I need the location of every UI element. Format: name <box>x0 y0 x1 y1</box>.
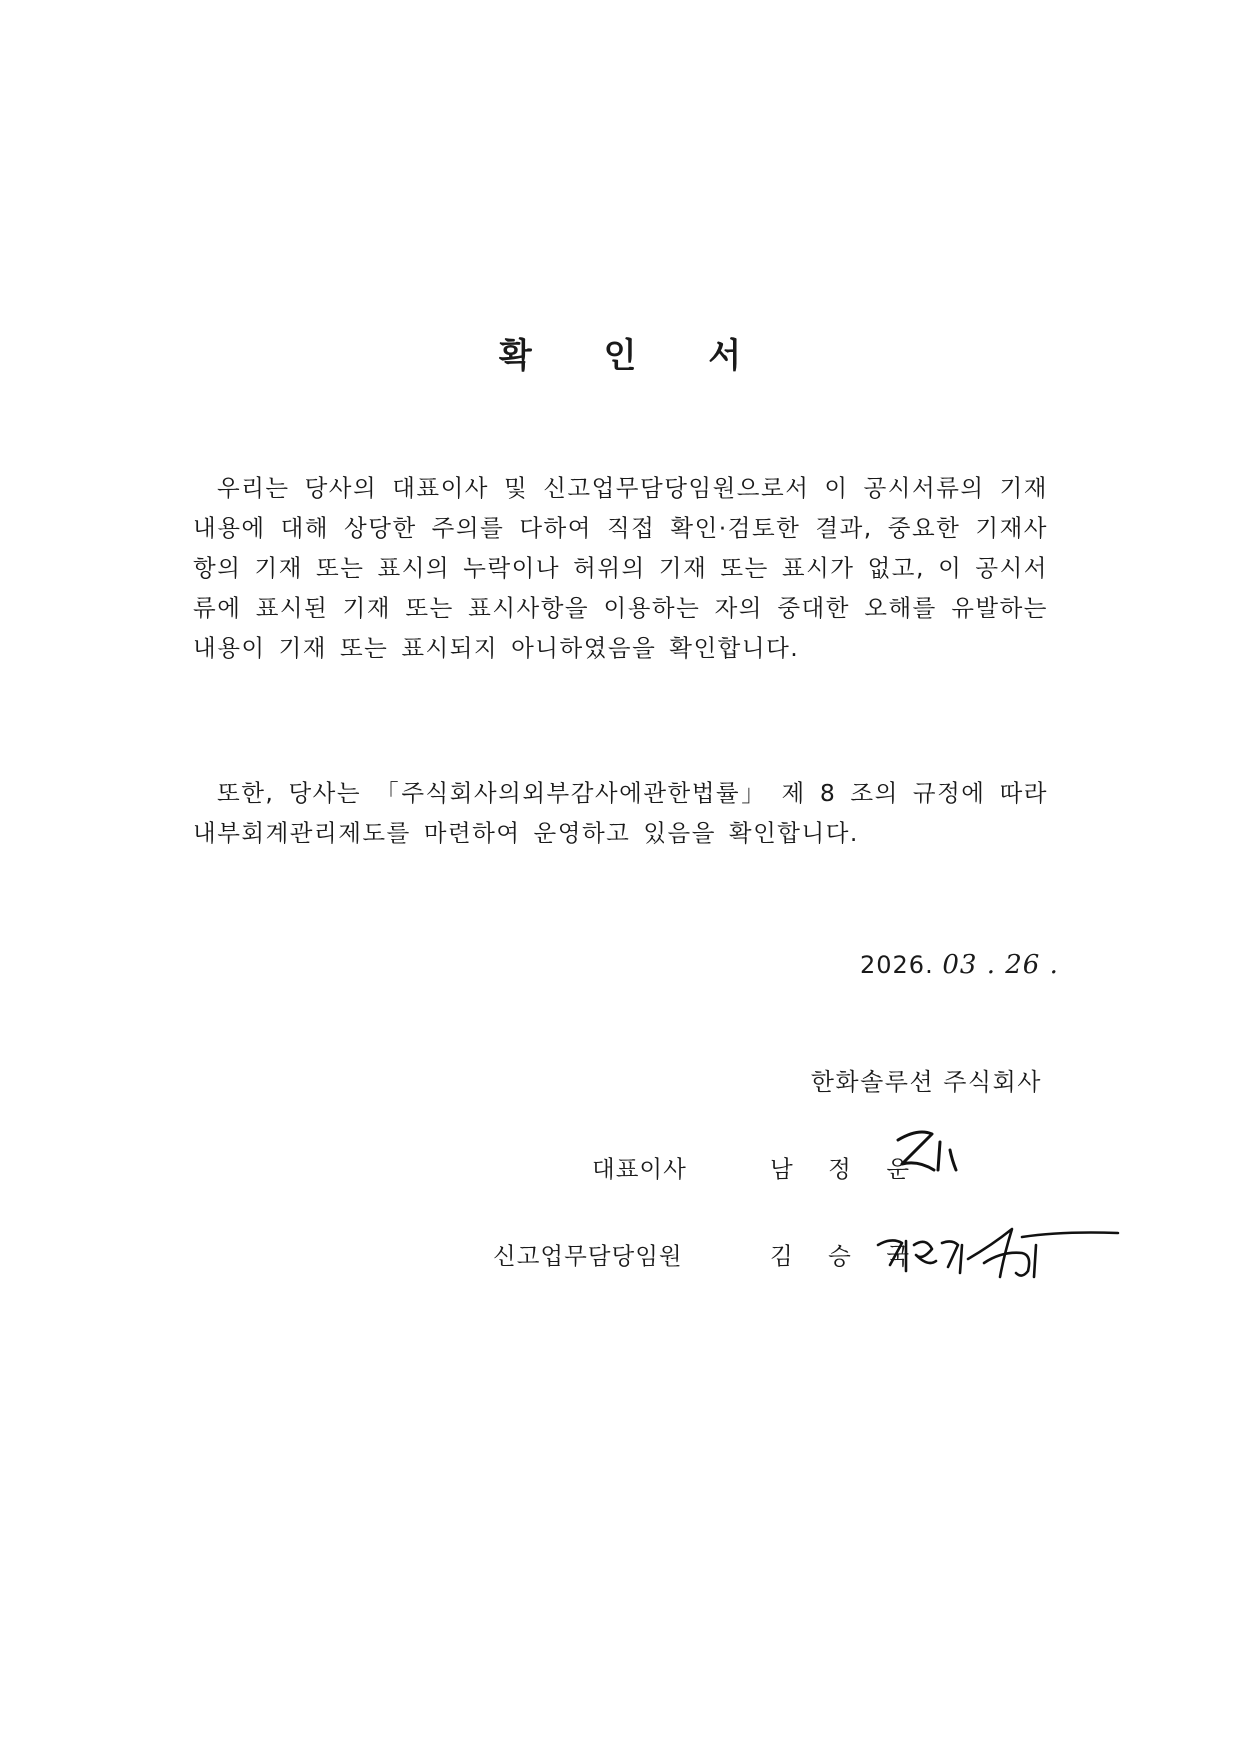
disclosure-officer-signature <box>872 1215 1122 1295</box>
ceo-signature <box>888 1120 968 1190</box>
company-name: 한화솔루션 주식회사 <box>810 1068 1042 1096</box>
date-handwritten: 03 . 26 . <box>942 950 1059 980</box>
document-title: 확 인 서 <box>498 336 772 376</box>
document-date <box>860 950 1059 980</box>
confirmation-paragraph: 우리는 당사의 대표이사 및 신고업무담당임원으로서 이 공시서류의 기재내용에 대해 상당한 주의를 다하여 직접 확인·검토한 결과, 중요한 기재사항의 기재 또는 표시의 누락이나 허위의 기재 또는 표시가 없고, 이 공시서류에 표시된 기재 또는 표시사항을 이용하는 자의 중대한 오해를 유발하는 내용이 기재 또는 표시되지 아니하였음을 확인합니다. <box>193 474 1048 662</box>
disclosure-officer-role-label: 신고업무담당임원 <box>493 1242 683 1270</box>
internal-control-paragraph: 또한, 당사는 「주식회사의외부감사에관한법률」 제 8 조의 규정에 따라 내부회계관리제도를 마련하여 운영하고 있음을 확인합니다. <box>193 779 1048 847</box>
disclosure-officer-name: 김 승 국 <box>770 1242 924 1270</box>
ceo-name: 남 정 운 <box>770 1155 924 1183</box>
ceo-role-label: 대표이사 <box>592 1155 687 1183</box>
date-printed: 2026. <box>860 951 934 979</box>
